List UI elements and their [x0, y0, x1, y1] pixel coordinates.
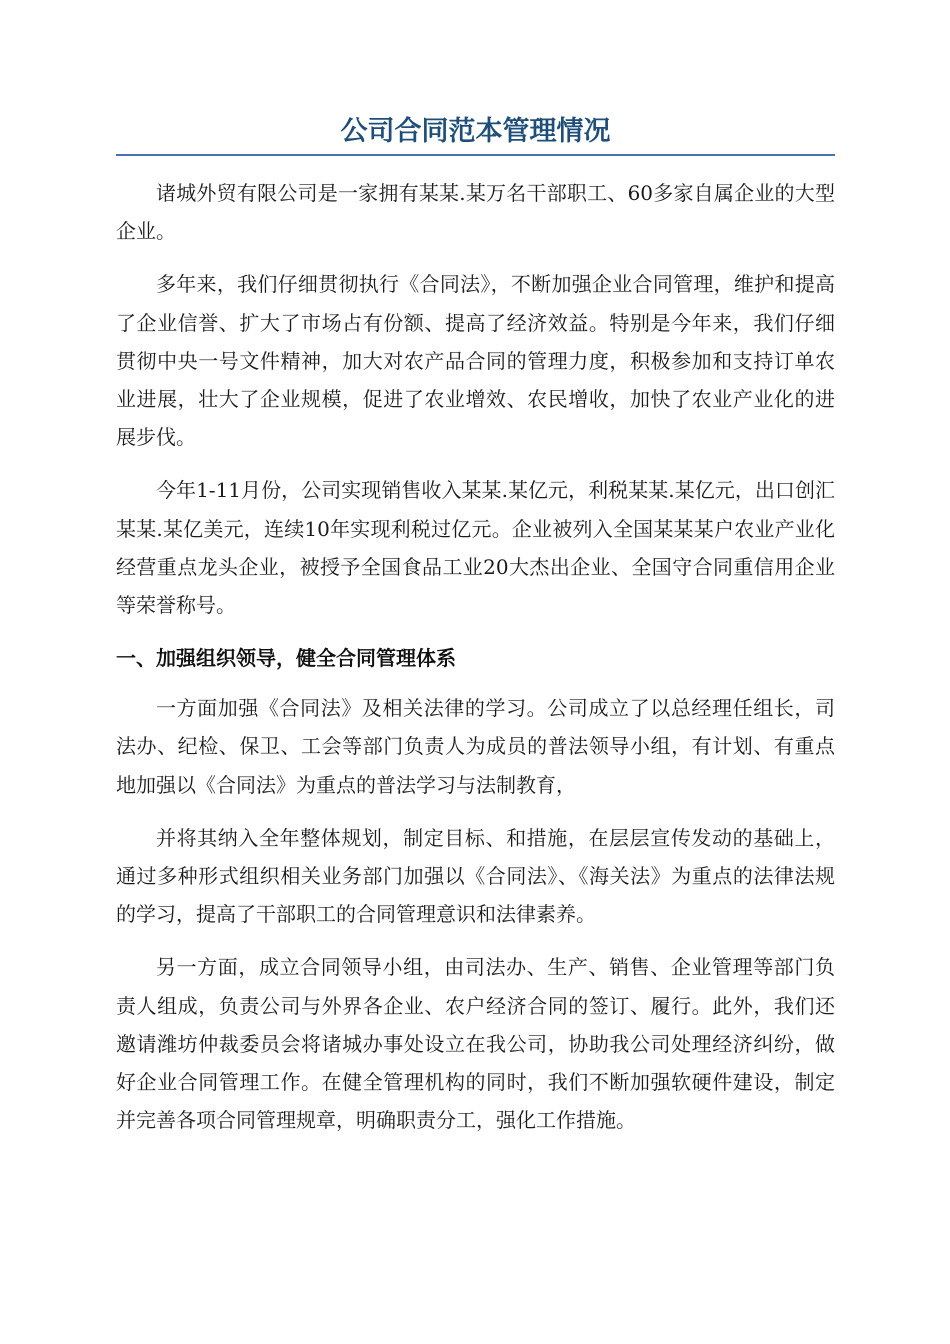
- intro-paragraph-1: 诸城外贸有限公司是一家拥有某某.某万名干部职工、60多家自属企业的大型企业。: [116, 181, 835, 244]
- document-body: [116, 174, 835, 1154]
- section-paragraph-1: 一方面加强《合同法》及相关法律的学习。公司成立了以总经理任组长，司法办、纪检、保卫、工会等部门负责人为成员的普法领导小组，有计划、有重点地加强以《合同法》为重点的普法学习与法制教育，: [116, 696, 835, 797]
- section-heading: 一、加强组织领导，健全合同管理体系: [116, 646, 456, 671]
- intro-paragraph-2: 多年来，我们仔细贯彻执行《合同法》，不断加强企业合同管理，维护和提高了企业信誉、扩大了市场占有份额、提高了经济效益。特别是今年来，我们仔细贯彻中央一号文件精神，加大对农产品合同的管理力度，积极参加和支持订单农业进展，壮大了企业规模，促进了农业增效、农民增收，加快了农业产业化的进展步伐。: [116, 272, 835, 450]
- document-title: 公司合同范本管理情况: [340, 116, 611, 147]
- section-paragraph-3: 另一方面，成立合同领导小组，由司法办、生产、销售、企业管理等部门负责人组成，负责公司与外界各企业、农户经济合同的签订、履行。此外，我们还邀请潍坊仲裁委员会将诸城办事处设立在我公司，协助我公司处理经济纠纷，做好企业合同管理工作。在健全管理机构的同时，我们不断加强软硬件建设，制定并完善各项合同管理规章，明确职责分工，强化工作措施。: [116, 955, 835, 1133]
- intro-paragraph-3: 今年1-11月份，公司实现销售收入某某.某亿元，利税某某.某亿元，出口创汇某某.某亿美元，连续10年实现利税过亿元。企业被列入全国某某某户农业产业化经营重点龙头企业，被授予全国食品工业20大杰出企业、全国守合同重信用企业等荣誉称号。: [116, 478, 835, 618]
- title-underline: [116, 154, 835, 156]
- section-paragraph-2: 并将其纳入全年整体规划，制定目标、和措施，在层层宣传发动的基础上，通过多种形式组织相关业务部门加强以《合同法》、《海关法》为重点的法律法规的学习，提高了干部职工的合同管理意识和法律素养。: [116, 825, 835, 927]
